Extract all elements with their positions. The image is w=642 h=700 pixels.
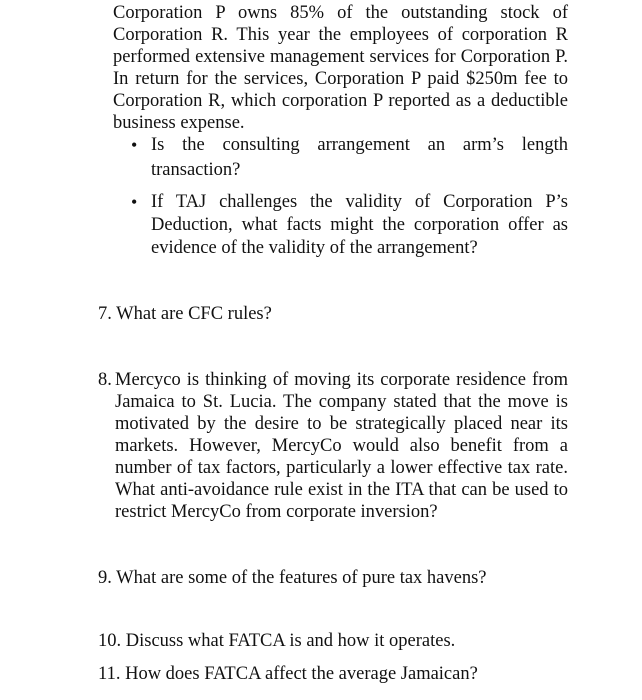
bullet-text: If TAJ challenges the validity of Corporation P’s Deduction, what facts might the corporation offer as evidence of the validity of the arrangement? xyxy=(151,192,568,258)
question-7 xyxy=(98,303,568,325)
question-10 xyxy=(98,630,568,652)
bullet-item-evidence xyxy=(128,191,568,260)
question-text: What are CFC rules? xyxy=(116,304,272,324)
question-number: 8. xyxy=(98,370,112,390)
question-number: 9. xyxy=(98,568,112,588)
bullet-list-2 xyxy=(128,191,568,260)
question-9 xyxy=(98,567,568,589)
question-text: Discuss what FATCA is and how it operates. xyxy=(125,631,456,651)
bullet-item-arms-length xyxy=(128,133,568,183)
question-11 xyxy=(98,663,568,685)
question-8 xyxy=(98,369,568,523)
bullet-list-1 xyxy=(128,133,568,183)
question-text: What are some of the features of pure tax havens? xyxy=(116,568,487,588)
question-number: 11. xyxy=(98,664,121,684)
bullet-text: Is the consulting arrangement an arm’s length transaction? xyxy=(151,135,568,180)
bullet-marker: • xyxy=(131,192,138,212)
question-text: How does FATCA affect the average Jamaican? xyxy=(125,664,478,684)
question-text: Mercyco is thinking of moving its corporate residence from Jamaica to St. Lucia. The company stated that the move is motivated by the desire to be strategically placed near its markets. However, MercyCo would also benefit from a number of tax factors, particularly a lower effective tax rate. What anti-avoidance rule exist in the ITA that can be used to restrict MercyCo from corporate inversion? xyxy=(115,370,568,522)
scenario-paragraph: Corporation P owns 85% of the outstanding stock of Corporation R. This year the employees of corporation R performed extensive management services for Corporation P. In return for the services, Corporation P paid $250m fee to Corporation R, which corporation P reported as a deductible business expense. xyxy=(113,3,568,133)
bullet-marker: • xyxy=(131,135,138,155)
question-number: 10. xyxy=(98,631,122,651)
question-number: 7. xyxy=(98,304,112,324)
